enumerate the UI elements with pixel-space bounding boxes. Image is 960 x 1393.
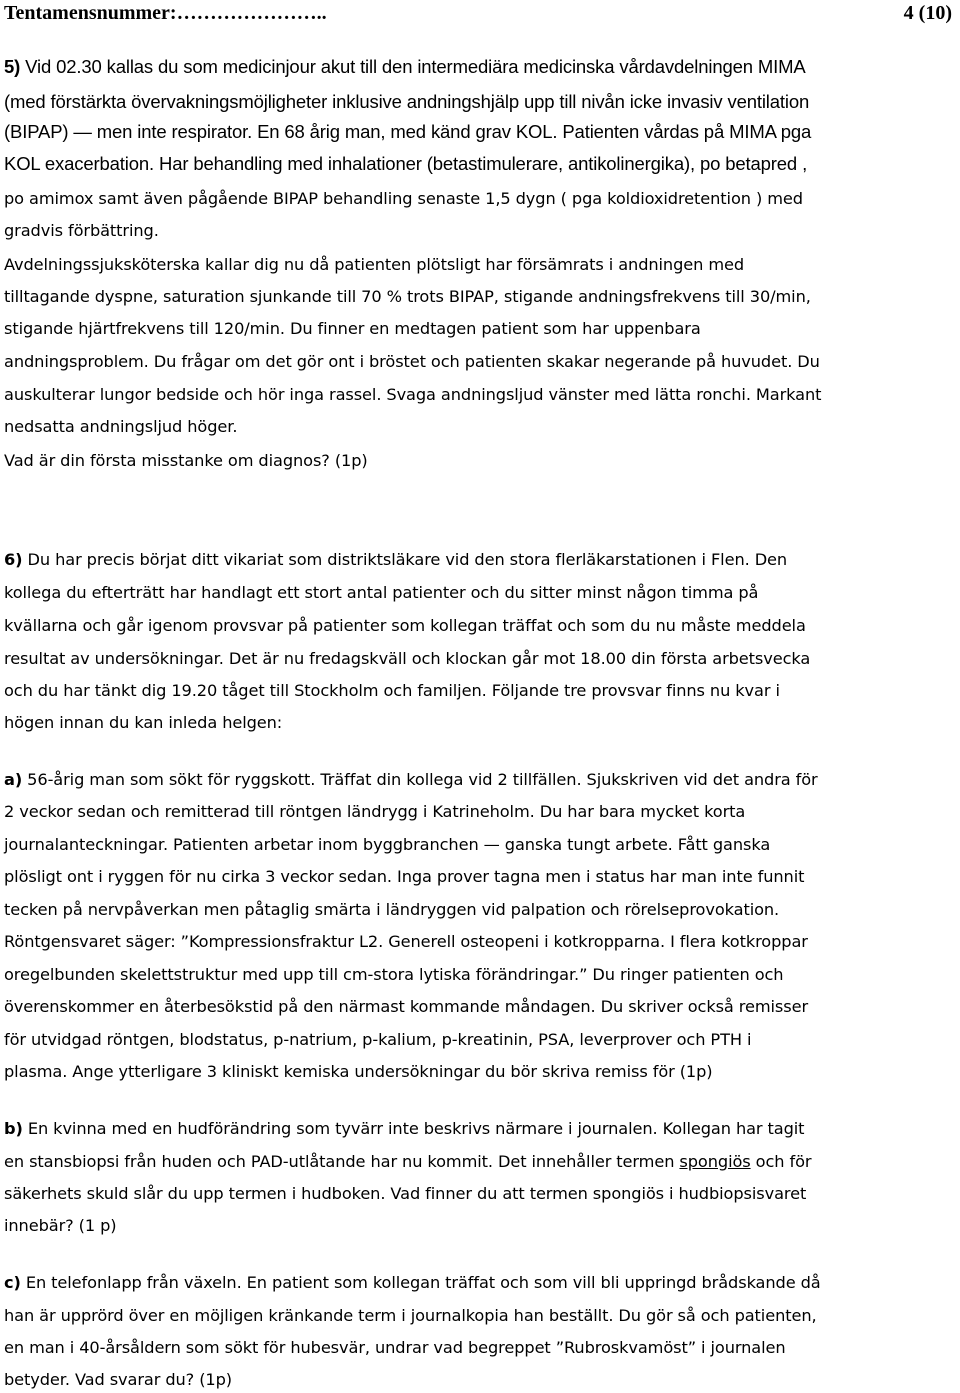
question-6a-line-6: Röntgensvaret säger: ”Kompressionsfraktur L2. Generell osteopeni i kotkropparna. I flera kotkroppar — [4, 932, 808, 951]
question-6b-line-3: säkerhets skuld slår du upp termen i hudboken. Vad finner du att termen spongiös i hudbiopsisvaret — [4, 1184, 807, 1203]
question-5-line-2: (med förstärkta övervakningsmöjligheter inklusive andningshjälp upp till nivån icke invasiv ventilation — [4, 91, 810, 112]
question-6c-line-3: en man i 40-årsåldern som sökt för hubesvär, undrar vad begreppet ”Rubroskvamöst” i journalen — [4, 1338, 786, 1357]
question-6-line-6: högen innan du kan inleda helgen: — [4, 713, 283, 732]
question-6a-label: a) — [4, 770, 23, 789]
question-6-line-4: resultat av undersökningar. Det är nu fredagskväll och klockan går mot 18.00 din första arbetsvecka — [4, 649, 811, 668]
question-6c-line-1: c) En telefonlapp från växeln. En patient som kollegan träffat och som vill bli uppringd brådskande då — [4, 1273, 821, 1292]
question-6c-line-4: betyder. Vad svarar du? (1p) — [4, 1370, 232, 1389]
question-6-number: 6) — [4, 550, 23, 569]
question-5-line-3: (BIPAP) — men inte respirator. En 68 årig man, med känd grav KOL. Patienten vårdas på MIMA pga — [4, 121, 812, 142]
question-6a-line-3: journalanteckningar. Patienten arbetar inom byggbranchen — ganska tungt arbete. Fått ganska — [4, 835, 771, 854]
question-6b-label: b) — [4, 1119, 23, 1138]
question-6b-line-1: b) En kvinna med en hudförändring som tyvärr inte beskrivs närmare i journalen. Kollegan har tagit — [4, 1119, 805, 1138]
question-5-line-4: KOL exacerbation. Har behandling med inhalationer (betastimulerare, antikolinergika), po betapred , — [4, 153, 808, 174]
question-6-line-5: och du har tänkt dig 19.20 tåget till Stockholm och familjen. Följande tre provsvar finns nu kvar i — [4, 681, 780, 700]
question-6-line-2: kollega du efterträtt har handlagt ett stort antal patienter och du sitter minst någon timma på — [4, 583, 759, 602]
question-5-line-12: nedsatta andningsljud höger. — [4, 417, 238, 436]
question-6b-line-2: en stansbiopsi från huden och PAD-utlåtande har nu kommit. Det innehåller termen spongiös och för — [4, 1152, 812, 1171]
question-6a-line-4: plösligt ont i ryggen för nu cirka 3 veckor sedan. Inga prover tagna men i status har man inte funnit — [4, 867, 805, 886]
question-6a-line-7: oregelbunden skelettstruktur med upp till cm-stora lytiska förändringar.” Du ringer patienten och — [4, 965, 784, 984]
question-6a-line-5: tecken på nervpåverkan men påtaglig smärta i ländryggen vid palpation och rörelseprovokation. — [4, 900, 780, 919]
page-header — [4, 2, 952, 26]
question-6a-line-8: överenskommer en återbesökstid på den närmast kommande måndagen. Du skriver också remisser — [4, 997, 809, 1016]
question-5-line-10: andningsproblem. Du frågar om det gör ont i bröstet och patienten skakar negerande på huvudet. Du — [4, 352, 820, 371]
question-5-prompt: Vad är din första misstanke om diagnos? (1p) — [4, 451, 368, 470]
question-5-line-1: 5) Vid 02.30 kallas du som medicinjour akut till den intermediära medicinska vårdavdelningen MIMA — [4, 56, 806, 77]
exam-number-label: Tentamensnummer:………………….. — [4, 2, 327, 24]
question-5-number: 5) — [4, 56, 21, 77]
question-6a-line-2: 2 veckor sedan och remitterad till röntgen ländrygg i Katrineholm. Du har bara mycket korta — [4, 802, 746, 821]
question-5-line-5: po amimox samt även pågående BIPAP behandling senaste 1,5 dygn ( pga koldioxidretention ) med — [4, 189, 803, 208]
question-6-line-3: kvällarna och går igenom provsvar på patienter som kollegan träffat och som du nu måste meddela — [4, 616, 806, 635]
underlined-term: spongiös — [679, 1152, 751, 1171]
question-5-line-6: gradvis förbättring. — [4, 221, 159, 240]
page-number: 4 (10) — [903, 2, 952, 24]
question-6c-label: c) — [4, 1273, 21, 1292]
question-6a-line-1: a) 56-årig man som sökt för ryggskott. Träffat din kollega vid 2 tillfällen. Sjukskriven vid det andra för — [4, 770, 818, 789]
question-5-line-11: auskulterar lungor bedside och hör inga rassel. Svaga andningsljud vänster med lätta ronchi. Markant — [4, 385, 822, 404]
question-5-line-7: Avdelningssjuksköterska kallar dig nu då patienten plötsligt har försämrats i andningen med — [4, 255, 745, 274]
question-6c-line-2: han är upprörd över en möjligen kränkande term i journalkopia han beställt. Du gör så och patienten, — [4, 1306, 817, 1325]
question-6-line-1: 6) Du har precis börjat ditt vikariat som distriktsläkare vid den stora flerläkarstationen i Flen. Den — [4, 550, 788, 569]
question-5-line-9: stigande hjärtfrekvens till 120/min. Du finner en medtagen patient som har uppenbara — [4, 319, 701, 338]
question-6a-line-9: för utvidgad röntgen, blodstatus, p-natrium, p-kalium, p-kreatinin, PSA, leverprover och PTH i — [4, 1030, 752, 1049]
question-6a-line-10: plasma. Ange ytterligare 3 kliniskt kemiska undersökningar du bör skriva remiss för (1p) — [4, 1062, 713, 1081]
question-6b-line-4: innebär? (1 p) — [4, 1216, 117, 1235]
question-5-line-8: tilltagande dyspne, saturation sjunkande till 70 % trots BIPAP, stigande andningsfrekvens till 30/min, — [4, 287, 811, 306]
